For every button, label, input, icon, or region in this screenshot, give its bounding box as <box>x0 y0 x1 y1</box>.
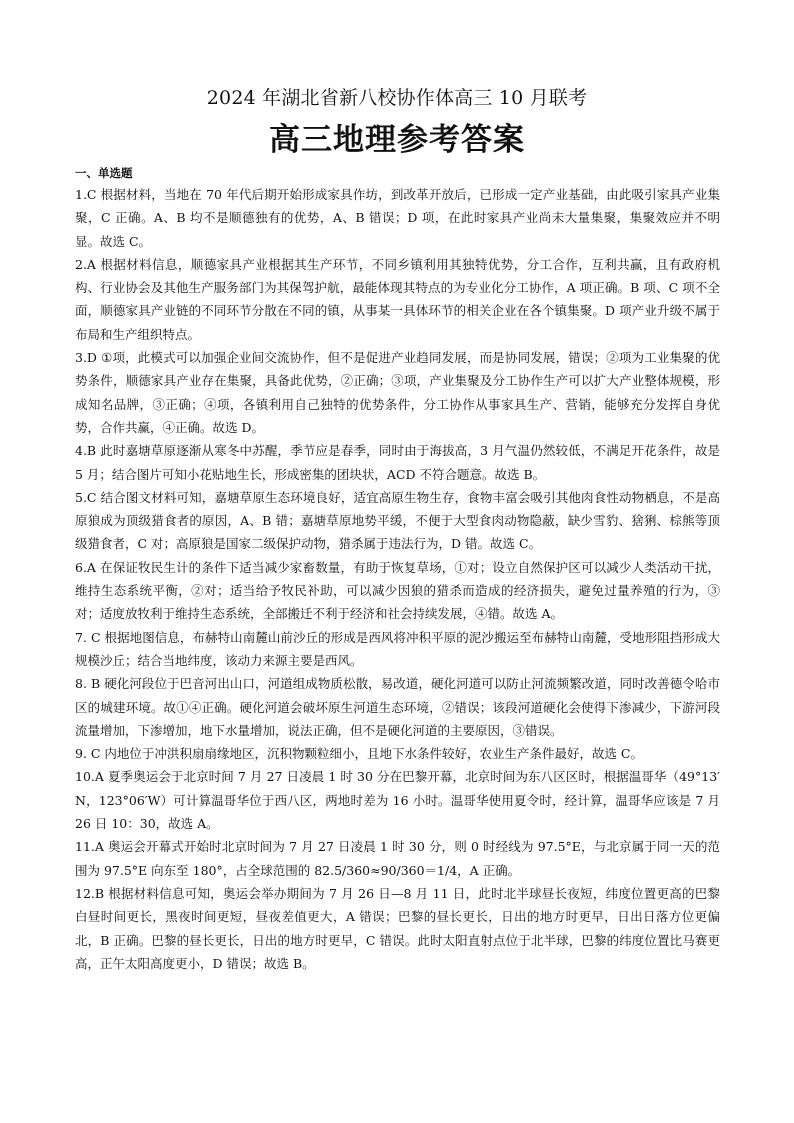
answer-7: 7. C 根据地图信息，布赫特山南麓山前沙丘的形成是西风将冲积平原的泥沙搬运至布赫特山南麓，受地形阻挡形成大规模沙丘；结合当地纬度，该动力来源主要是西风。 <box>75 629 720 668</box>
answer-6: 6.A 在保证牧民生计的条件下适当减少家畜数量，有助于恢复草场，①对；设立自然保护区可以减少人类活动干扰，维持生态系统平衡，②对；适当给予牧民补助，可以减少因狼的猎杀而造成的经济损失，避免过量养殖的行为，③对；适度放牧利于维持生态系统，全部搬迁不利于经济和社会持续发展，④错。故选 A。 <box>75 559 720 622</box>
answer-12: 12.B 根据材料信息可知，奥运会举办期间为 7 月 26 日—8 月 11 日，此时北半球昼长夜短，纬度位置更高的巴黎白昼时间更长，黑夜时间更短，昼夜差值更大，A 错误；巴黎的昼长更长，日出的地方时更早，日出日落方位更偏北，B 正确。巴黎的昼长更长，日出的地方时更早，C 错误。此时太阳直射点位于北半球，巴黎的纬度位置比马赛更高，正午太阳高度更小，D 错误；故选 B。 <box>75 885 720 971</box>
answer-1: 1.C 根据材料，当地在 70 年代后期开始形成家具作坊，到改革开放后，已形成一定产业基础，由此吸引家具产业集聚，C 正确。A、B 均不是顺德独有的优势，A、B 错误；D 项，在此时家具产业尚未大量集聚，集聚效应并不明显。故选 C。 <box>75 187 720 249</box>
answer-5: 5.C 结合图文材料可知，嘉塘草原生态环境良好，适宜高原生物生存，食物丰富会吸引其他肉食性动物栖息，不是高原狼成为顶级猎食者的原因，A、B 错；嘉塘草原地势平缓，不便于大型食肉动物隐蔽，缺少雪豹、猞猁、棕熊等顶级猎食者，C 对；高原狼是国家二级保护动物，猎杀属于违法行为，D 错。故选 C。 <box>75 489 720 552</box>
answer-10: 10.A 夏季奥运会于北京时间 7 月 27 日凌晨 1 时 30 分在巴黎开幕，北京时间为东八区区时，根据温哥华（49°13′N，123°06′W）可计算温哥华位于西八区，两地时差为 16 小时。温哥华使用夏令时，经计算，温哥华应该是 7 月 26 日 10：30，故选 A。 <box>75 769 720 832</box>
exam-title: 2024 年湖北省新八校协作体高三 10 月联考 <box>206 87 588 109</box>
answer-list <box>75 183 720 975</box>
answer-8: 8. B 硬化河段位于巴音河出山口，河道组成物质松散，易改道，硬化河道可以防止河流频繁改道，同时改善德令哈市区的城建环境。故①④正确。硬化河道会破坏原生河道生态环境，②错误；该段河道硬化会使得下渗减少，下游河段流量增加，下渗增加，地下水量增加，说法正确，但不是硬化河道的主要原因，③错误。 <box>75 676 720 738</box>
document-title: 高三地理参考答案 <box>269 122 525 158</box>
answer-9: 9. C 内地位于冲洪积扇扇缘地区，沉积物颗粒细小，且地下水条件较好，农业生产条件最好，故选 C。 <box>75 746 643 762</box>
section-heading: 一、单选题 <box>75 166 133 180</box>
answer-4: 4.B 此时嘉塘草原逐渐从寒冬中苏醒，季节应是春季，同时由于海拔高，3 月气温仍然较低，不满足开花条件，故是 5 月；结合图片可知小花贴地生长，形成密集的团块状，ACD 不符合题意。故选 B。 <box>75 443 720 482</box>
answer-3: 3.D ①项，此模式可以加强企业间交流协作，但不是促进产业趋同发展，而是协同发展，错误；②项为工业集聚的优势条件，顺德家具产业存在集聚，具备此优势，②正确；③项，产业集聚及分工协作生产可以扩大产业整体规模，形成知名品牌，③正确；④项，各镇利用自己独特的优势条件，分工协作从事家具生产、营销，能够充分发挥自身优势，合作共赢，④正确。故选 D。 <box>75 350 720 435</box>
answer-11: 11.A 奥运会开幕式开始时北京时间为 7 月 27 日凌晨 1 时 30 分，则 0 时经线为 97.5°E，与北京属于同一天的范围为 97.5°E 向东至 180°，占全球范围的 82.5/360≈90/360＝1/4，A 正确。 <box>75 839 720 878</box>
answer-2: 2.A 根据材料信息，顺德家具产业根据其生产环节，不同乡镇利用其独特优势，分工合作，互利共赢，且有政府机构、行业协会及其他生产服务部门为其保驾护航，最能体现其特点的为专业化分工协作，A 项正确。B 项、C 项不全面，顺德家具产业链的不同环节分散在不同的镇，从事某一具体环节的相关企业在各个镇集聚。D 项产业升级不属于布局和生产组织特点。 <box>75 256 720 342</box>
